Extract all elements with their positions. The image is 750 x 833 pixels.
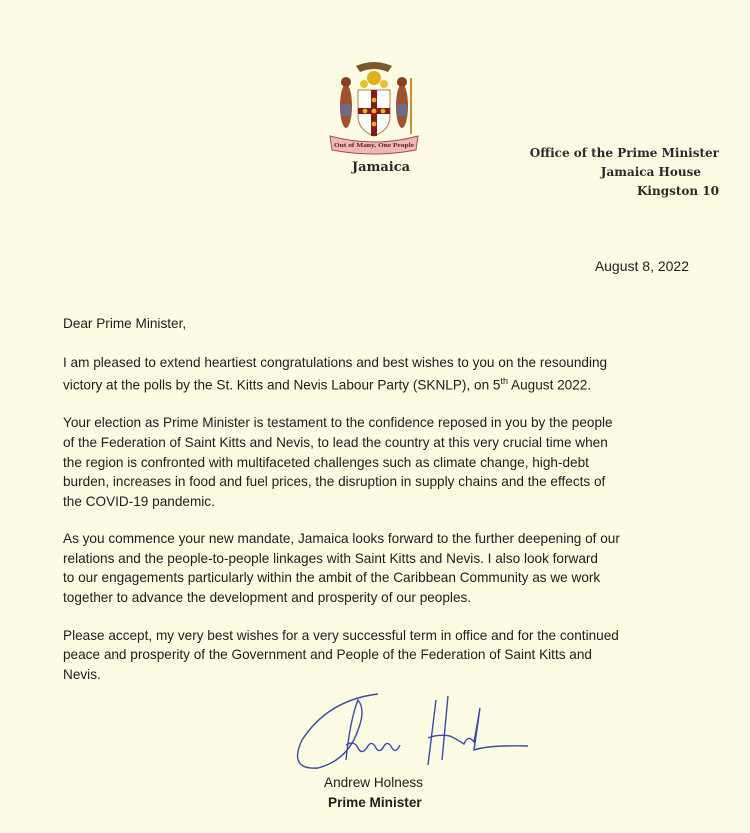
line: relations and the people-to-people linkages with Saint Kitts and Nevis. I also look forward (63, 550, 598, 566)
line: Your election as Prime Minister is testament to the confidence reposed in you by the people (63, 415, 613, 431)
paragraph-2 (63, 413, 620, 511)
letterhead-office-address (530, 144, 719, 201)
line: of the Federation of Saint Kitts and Nevis, to lead the country at this very crucial time when (63, 434, 608, 450)
crest-motto: Out of Many, One People (334, 143, 415, 149)
line: to our engagements particularly within the ambit of the Caribbean Community as we work (63, 570, 601, 586)
letter-body (63, 314, 620, 702)
paragraph-1 (63, 353, 620, 396)
line: I am pleased to extend heartiest congratulations and best wishes to you on the resounding (63, 354, 608, 370)
signatory-name: Andrew Holness (324, 775, 423, 790)
line: Please accept, my very best wishes for a very successful term in office and for the continued (63, 627, 619, 643)
signatory-title: Prime Minister (328, 795, 422, 810)
line: the COVID-19 pandemic. (63, 493, 215, 509)
line: victory at the polls by the St. Kitts and Nevis Labour Party (SKNLP), on 5 (63, 377, 501, 393)
letter-date: August 8, 2022 (594, 258, 689, 274)
paragraph-3 (63, 529, 620, 607)
paragraph-4 (63, 626, 620, 685)
line: As you commence your new mandate, Jamaica looks forward to the further deepening of our (63, 531, 620, 547)
office-line: Office of the Prime Minister (529, 146, 719, 160)
line: Nevis. (63, 666, 101, 682)
office-line: Kingston 10 (636, 184, 719, 198)
coat-of-arms-logo (326, 58, 422, 156)
line: August 2022. (508, 377, 592, 393)
salutation: Dear Prime Minister, (63, 316, 187, 331)
office-line: Jamaica House (600, 165, 701, 179)
line: peace and prosperity of the Government and People of the Federation of Saint Kitts and (63, 647, 592, 663)
handwritten-signature (288, 690, 538, 780)
ordinal-suffix: th (500, 376, 508, 387)
line: the region is confronted with multifaceted challenges such as climate change, high-debt (63, 454, 589, 470)
line: together to advance the development and prosperity of our peoples. (63, 590, 472, 606)
letterhead-country: Jamaica (352, 160, 411, 175)
line: burden, increases in food and fuel prices, the disruption in supply chains and the effects of (63, 474, 606, 490)
